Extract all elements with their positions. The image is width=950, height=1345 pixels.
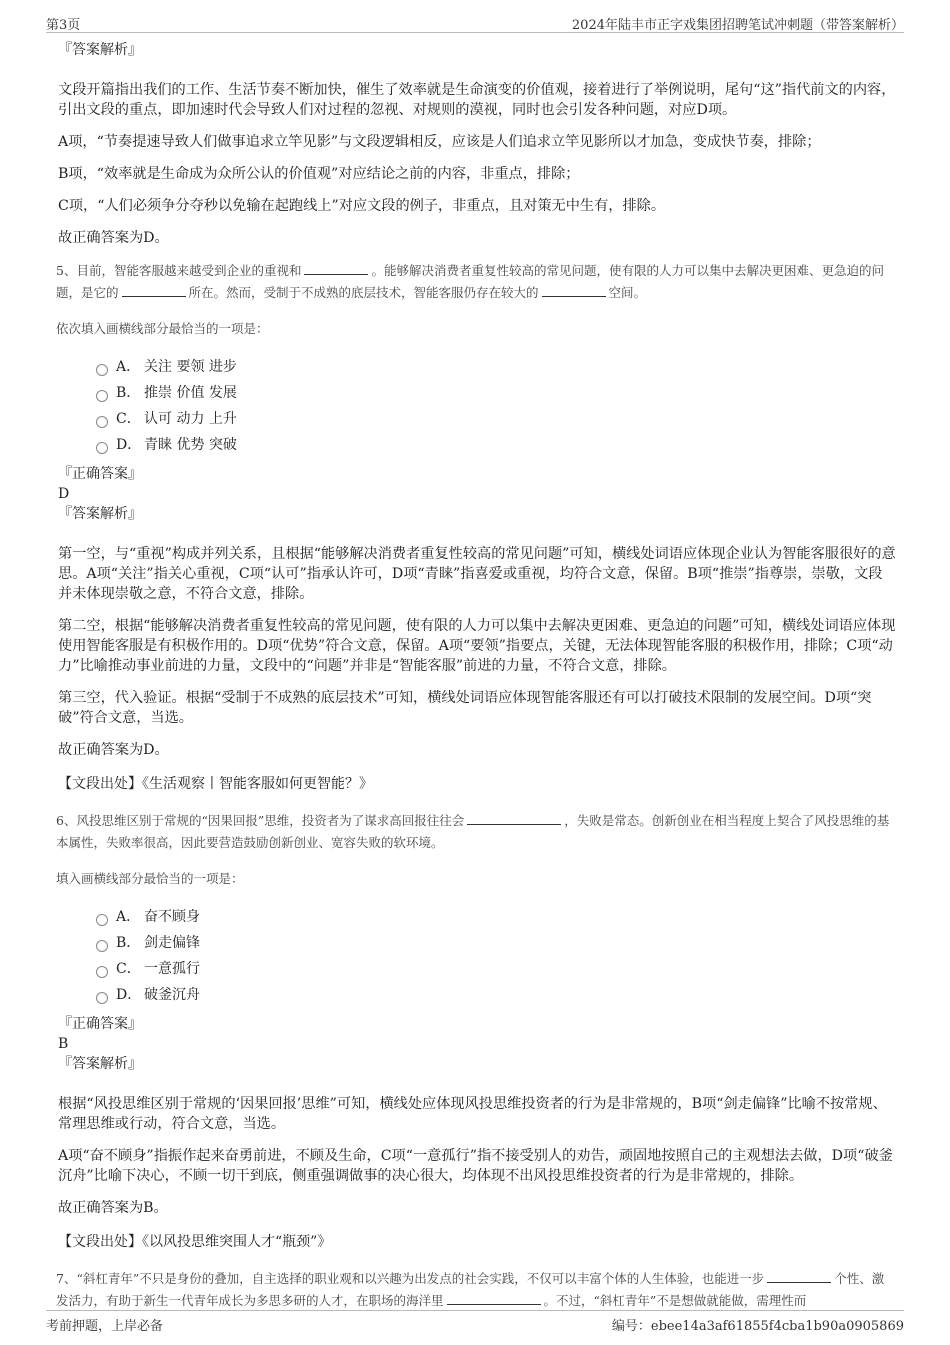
q6-analysis-label: 『答案解析』 xyxy=(58,1056,142,1072)
fill-blank xyxy=(767,1270,831,1283)
radio-icon[interactable] xyxy=(96,442,108,454)
q6-prompt: 填入画横线部分最恰当的一项是： xyxy=(56,871,244,886)
radio-icon[interactable] xyxy=(96,416,108,428)
document-title: 2024年陆丰市正字戏集团招聘笔试冲刺题（带答案解析） xyxy=(571,18,904,33)
radio-icon[interactable] xyxy=(96,966,108,978)
q5-correct-answer: D xyxy=(58,486,70,502)
q6-stem: 6、风投思维区别于常规的“因果回报”思维，投资者为了谋求高回报往往会 ，失败是常态。创新创业在相当程度上契合了风投思维的基本属性，失败率很高，因此要营造鼓励创新创业、宽容失败的软环境。 xyxy=(56,813,890,850)
q6-correct-answer: B xyxy=(58,1036,69,1052)
fill-blank xyxy=(447,1292,541,1305)
q5-option-c[interactable]: C． 认可 动力 上升 xyxy=(96,406,896,432)
q6-answer-conclusion: 故正确答案为B。 xyxy=(58,1200,168,1216)
q5-stem: 5、目前，智能客服越来越受到企业的重视和 。能够解决消费者重复性较高的常见问题，使有限的人力可以集中去解决更困难、更急迫的问题，是它的 所在。然而，受制于不成熟的底层技术，智能客服仍存在较大的 空间。 xyxy=(56,263,884,300)
q4-analysis-paragraph: A项，“节奏提速导致人们做事追求立竿见影”与文段逻辑相反，应该是人们追求立竿见影所以才加急，变成快节奏，排除； xyxy=(58,134,821,150)
q6-option-c[interactable]: C． 一意孤行 xyxy=(96,956,896,982)
q4-answer-conclusion: 故正确答案为D。 xyxy=(58,230,169,246)
fill-blank xyxy=(542,284,606,297)
fill-blank xyxy=(467,812,561,825)
radio-icon[interactable] xyxy=(96,914,108,926)
q5-source: 【文段出处】《生活观察丨智能客服如何更智能？》 xyxy=(58,776,373,792)
q5-analysis-paragraph: 第三空，代入验证。根据“受制于不成熟的底层技术”可知，横线处词语应体现智能客服还有可以打破技术限制的发展空间。D项“突破”符合文意，当选。 xyxy=(58,690,872,726)
document-code: 编号：ebee14a3af61855f4cba1b90a0905869 xyxy=(611,1319,904,1334)
q7-stem: 7、“斜杠青年”不只是身份的叠加，自主选择的职业观和以兴趣为出发点的社会实践，不仅可以丰富个体的人生体验，也能进一步 个性、激发活力，有助于新生一代青年成长为多思多研的人才，在职场的海洋里 。不过，“斜杠青年”不是想做就能做，需理性而 xyxy=(56,1271,885,1308)
radio-icon[interactable] xyxy=(96,940,108,952)
q5-option-a[interactable]: A． 关注 要领 进步 xyxy=(96,354,896,380)
q4-analysis-paragraph: B项，“效率就是生命成为众所公认的价值观”对应结论之前的内容，非重点，排除； xyxy=(58,166,580,182)
q6-options xyxy=(96,904,896,1008)
q5-answer-conclusion: 故正确答案为D。 xyxy=(58,742,169,758)
q6-option-b[interactable]: B． 剑走偏锋 xyxy=(96,930,896,956)
q5-prompt: 依次填入画横线部分最恰当的一项是： xyxy=(56,321,269,336)
q6-source: 【文段出处】《以风投思维突围人才“瓶颈”》 xyxy=(58,1234,332,1250)
q4-analysis-paragraph: 文段开篇指出我们的工作、生活节奏不断加快，催生了效率就是生命演变的价值观，接着进行了举例说明，尾句“这”指代前文的内容，引出文段的重点，即加速时代会导致人们对过程的忽视、对规则的漠视，同时也会引发各种问题，对应D项。 xyxy=(58,82,896,118)
radio-icon[interactable] xyxy=(96,390,108,402)
q5-correct-label: 『正确答案』 xyxy=(58,466,142,482)
q6-analysis-paragraph: 根据“风投思维区别于常规的‘因果回报’思维”可知，横线处应体现风投思维投资者的行为是非常规的，B项“剑走偏锋”比喻不按常规、常理思维或行动，符合文意，当选。 xyxy=(58,1096,887,1132)
page-footer xyxy=(46,1310,904,1339)
fill-blank xyxy=(122,284,186,297)
q5-analysis-label: 『答案解析』 xyxy=(58,506,142,522)
radio-icon[interactable] xyxy=(96,992,108,1004)
q5-option-d[interactable]: D． 青睐 优势 突破 xyxy=(96,432,896,458)
q6-analysis-paragraph: A项“奋不顾身”指振作起来奋勇前进，不顾及生命，C项“一意孤行”指不接受别人的劝告，顽固地按照自己的主观想法去做，D项“破釜沉舟”比喻下决心，不顾一切干到底，侧重强调做事的决心很大，均体现不出风投思维投资者的行为是非常规的，排除。 xyxy=(58,1148,893,1184)
q4-analysis-paragraph: C项，“人们必须争分夺秒以免输在起跑线上”对应文段的例子，非重点，且对策无中生有，排除。 xyxy=(58,198,666,214)
q5-analysis-paragraph: 第一空，与“重视”构成并列关系，且根据“能够解决消费者重复性较高的常见问题”可知，横线处词语应体现企业认为智能客服很好的意思。A项“关注”指关心重视，C项“认可”指承认许可，D项“青睐”指喜爱或重视，均符合文意，保留。B项“推崇”指尊崇，崇敬，文段并未体现崇敬之意，不符合文意，排除。 xyxy=(58,546,896,602)
q5-options xyxy=(96,354,896,458)
page-content xyxy=(56,40,896,1326)
q6-option-a[interactable]: A． 奋不顾身 xyxy=(96,904,896,930)
q6-correct-label: 『正确答案』 xyxy=(58,1016,142,1032)
q5-option-b[interactable]: B． 推崇 价值 发展 xyxy=(96,380,896,406)
q6-option-d[interactable]: D． 破釜沉舟 xyxy=(96,982,896,1008)
radio-icon[interactable] xyxy=(96,364,108,376)
page-number: 第3页 xyxy=(46,18,81,33)
fill-blank xyxy=(304,262,368,275)
footer-slogan: 考前押题，上岸必备 xyxy=(46,1319,164,1334)
q4-analysis-label: 『答案解析』 xyxy=(58,42,142,58)
page-header xyxy=(46,10,904,33)
q5-analysis-paragraph: 第二空，根据“能够解决消费者重复性较高的常见问题，使有限的人力可以集中去解决更困难、更急迫的问题”可知，横线处词语应体现使用智能客服是有积极作用的。D项“优势”符合文意，保留。A项“要领”指要点，关键，无法体现智能客服的积极作用，排除；C项“动力”比喻推动事业前进的力量，文段中的“问题”并非是“智能客服”前进的力量，不符合文意，排除。 xyxy=(58,618,896,674)
